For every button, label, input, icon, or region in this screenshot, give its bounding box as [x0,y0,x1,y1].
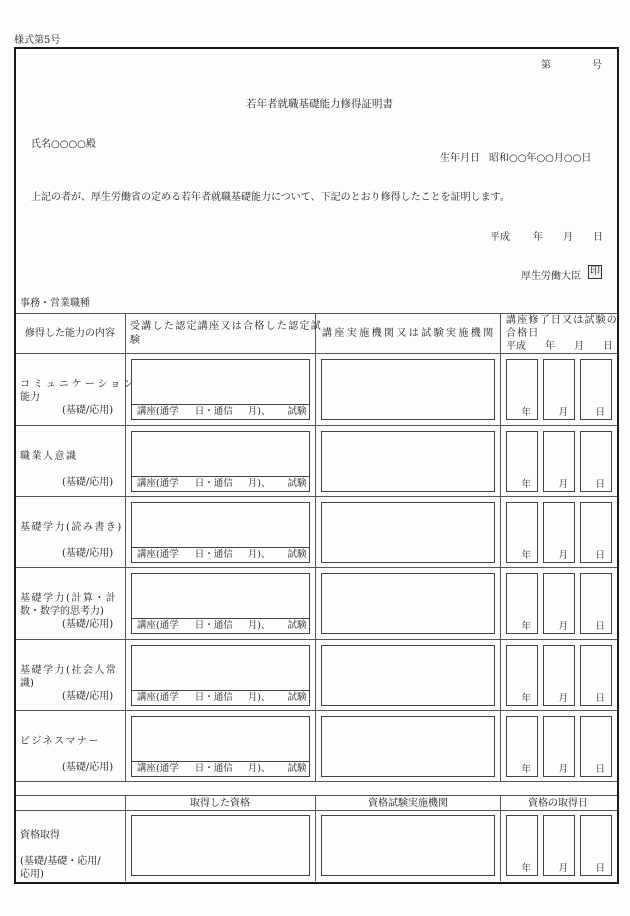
day-unit: 日 [595,863,605,874]
day-field[interactable] [580,502,612,563]
month-field[interactable] [543,431,575,492]
qual-year-field[interactable] [506,815,538,876]
header-date-day: 日 [603,341,613,352]
month-field[interactable] [543,645,575,706]
qual-level-line2: 応用) [20,869,44,880]
course-sub-c: 月)、 [247,763,271,774]
course-sub-b: 日・通信 [194,478,233,489]
row-rule [16,496,617,497]
course-type-line [132,476,309,491]
issue-year: 年 [533,232,543,243]
institution-field[interactable] [321,573,495,634]
header-date-month: 月 [574,341,584,352]
year-field[interactable] [506,573,538,634]
row-ability-line1: 基礎学力(読み書き) [20,522,123,533]
qual-day-field[interactable] [580,815,612,876]
row-rule [16,781,617,782]
col-rule [500,313,501,781]
year-unit: 年 [521,621,531,632]
col-rule [500,795,501,881]
row-rule [16,810,617,811]
institution-field[interactable] [321,359,495,420]
course-sub-d: 試験 [287,763,307,774]
year-field[interactable] [506,716,538,777]
day-field[interactable] [580,431,612,492]
course-sub-d: 試験 [287,692,307,703]
row-ability-line1: ビジネスマナー [20,736,100,747]
course-sub-d: 試験 [287,620,307,631]
seal-mark [588,265,602,279]
job-category: 事務・営業職種 [20,298,90,309]
course-sub-b: 日・通信 [194,620,233,631]
issue-month: 月 [563,232,573,243]
day-unit: 日 [595,479,605,490]
course-sub-b: 日・通信 [194,406,233,417]
course-sub-a: 講座(通学 [137,692,179,703]
year-unit: 年 [521,550,531,561]
course-type-line [132,547,309,562]
issue-era: 平成 [490,232,510,243]
col-rule [315,313,316,781]
birth-label: 生年月日 [440,153,480,164]
month-field[interactable] [543,359,575,420]
course-sub-a: 講座(通学 [137,406,179,417]
document-title: 若年者就職基礎能力修得証明書 [246,98,393,110]
course-sub-c: 月)、 [247,478,271,489]
issuer-label: 厚生労働大臣 [521,271,581,282]
month-unit: 月 [558,621,568,632]
institution-field[interactable] [321,431,495,492]
course-sub-a: 講座(通学 [137,620,179,631]
qual-header-obtained: 取得した資格 [190,798,250,809]
month-unit: 月 [558,550,568,561]
header-institution: 講座実施機関又は試験実施機関 [322,328,496,339]
course-field[interactable] [131,716,310,777]
col-rule [315,795,316,881]
day-field[interactable] [580,359,612,420]
number-prefix: 第 [541,60,551,71]
month-field[interactable] [543,573,575,634]
qual-obtained-field[interactable] [131,815,310,876]
year-field[interactable] [506,359,538,420]
qual-month-field[interactable] [543,815,575,876]
qual-level-line1: (基礎/基礎・応用/ [20,856,101,867]
row-ability-line1: 職業人意識 [20,451,78,462]
issue-day: 日 [593,232,603,243]
day-unit: 日 [595,764,605,775]
month-field[interactable] [543,502,575,563]
row-level: (基礎/応用) [62,691,114,702]
day-unit: 日 [595,550,605,561]
course-field[interactable] [131,502,310,563]
year-field[interactable] [506,502,538,563]
year-unit: 年 [521,863,531,874]
course-sub-c: 月)、 [247,406,271,417]
course-sub-a: 講座(通学 [137,478,179,489]
course-field[interactable] [131,431,310,492]
row-level: (基礎/応用) [62,762,114,773]
course-sub-c: 月)、 [247,620,271,631]
row-rule [16,567,617,568]
row-ability-line1: 基礎学力(計算・計 [20,593,118,604]
row-rule [16,795,617,796]
month-field[interactable] [543,716,575,777]
month-unit: 月 [558,764,568,775]
course-field[interactable] [131,359,310,420]
institution-field[interactable] [321,645,495,706]
day-unit: 日 [595,693,605,704]
qual-label: 資格取得 [20,830,60,841]
seal-icon: 印 [590,266,600,277]
institution-field[interactable] [321,716,495,777]
course-type-line [132,404,309,419]
row-level: (基礎/応用) [62,619,114,630]
row-rule [16,710,617,711]
course-sub-d: 試験 [287,549,307,560]
row-level: (基礎/応用) [62,548,114,559]
month-unit: 月 [558,407,568,418]
month-unit: 月 [558,863,568,874]
qual-institution-field[interactable] [321,815,495,876]
course-sub-a: 講座(通学 [137,763,179,774]
course-field[interactable] [131,573,310,634]
year-unit: 年 [521,764,531,775]
day-field[interactable] [580,716,612,777]
course-sub-b: 日・通信 [194,549,233,560]
row-ability-line2: 数・数学的思考力) [20,606,104,617]
header-course-line1: 受講した認定講座又は合格した認定試 [130,321,323,332]
name-line: 氏名○○○○殿 [31,139,96,150]
header-date-era: 平成 [506,341,526,352]
header-date-year: 年 [545,341,555,352]
year-unit: 年 [521,407,531,418]
course-sub-c: 月)、 [247,549,271,560]
institution-field[interactable] [321,502,495,563]
year-field[interactable] [506,645,538,706]
row-rule [16,353,617,354]
header-course-line2: 験 [130,335,140,346]
month-unit: 月 [558,693,568,704]
course-sub-d: 試験 [287,406,307,417]
row-rule [16,639,617,640]
birth-value: 昭和○○年○○月○○日 [489,153,592,164]
row-level: (基礎/応用) [62,477,114,488]
header-ability: 修得した能力の内容 [25,328,115,339]
course-sub-a: 講座(通学 [137,549,179,560]
day-field[interactable] [580,573,612,634]
day-field[interactable] [580,645,612,706]
row-ability-line2: 識) [20,678,34,689]
year-unit: 年 [521,479,531,490]
number-suffix: 号 [592,60,602,71]
header-date-line2: 合格日 [506,328,540,339]
day-unit: 日 [595,407,605,418]
row-ability-line1: コミュニケーション [20,379,137,390]
course-type-line [132,618,309,633]
year-field[interactable] [506,431,538,492]
course-sub-b: 日・通信 [194,692,233,703]
course-type-line [132,690,309,705]
row-ability-line1: 基礎学力(社会人常 [20,665,118,676]
row-level: (基礎/応用) [62,405,114,416]
year-unit: 年 [521,693,531,704]
qual-header-date: 資格の取得日 [528,798,588,809]
course-sub-b: 日・通信 [194,763,233,774]
qual-header-institution: 資格試験実施機関 [368,798,448,809]
row-ability-line2: 能力 [20,392,40,403]
col-rule [125,795,126,881]
course-sub-c: 月)、 [247,692,271,703]
row-rule [16,425,617,426]
course-field[interactable] [131,645,310,706]
course-type-line [132,761,309,776]
header-date-line1: 講座修了日又は試験の [506,315,618,326]
statement: 上記の者が、厚生労働省の定める若年者就職基礎能力について、下記のとおり修得したことを証明します。 [31,192,510,203]
course-sub-d: 試験 [287,478,307,489]
month-unit: 月 [558,479,568,490]
day-unit: 日 [595,621,605,632]
form-id: 様式第5号 [14,35,61,46]
